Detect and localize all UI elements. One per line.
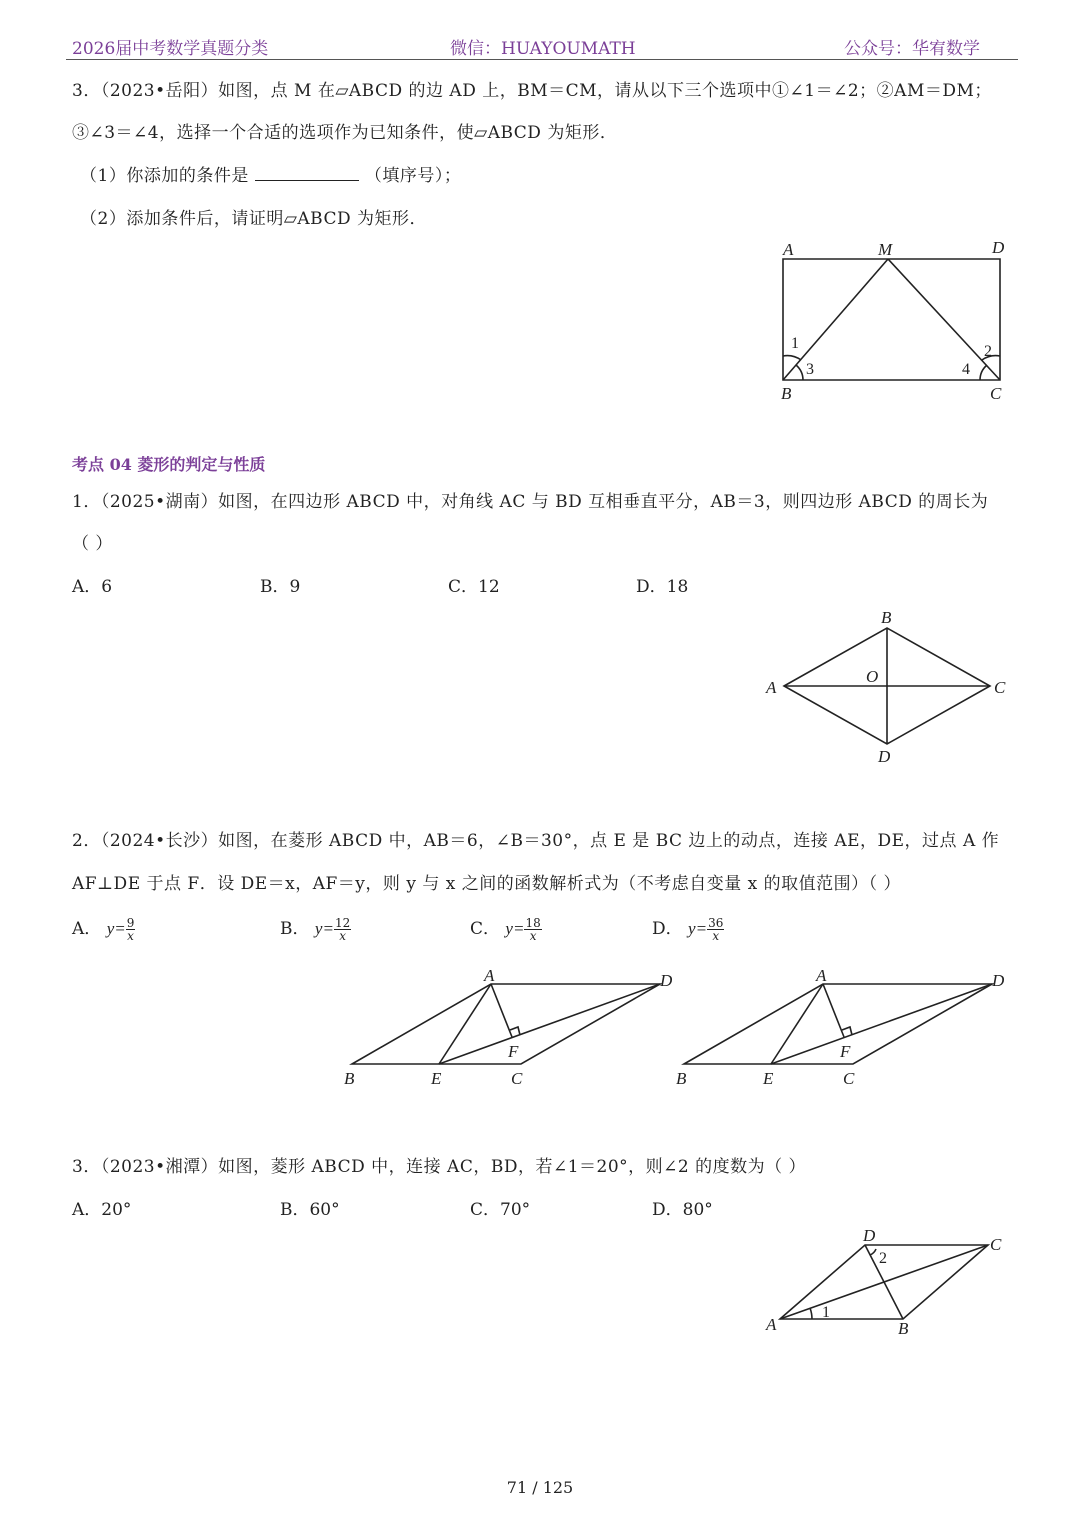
label-d: D: [863, 1226, 876, 1245]
q2-option-c-fraction: [524, 917, 541, 942]
label-angle-3: 3: [806, 361, 814, 378]
label-d: D: [992, 971, 1005, 990]
segment-de: [439, 984, 660, 1064]
rhombus-angles-figure: [760, 1222, 1020, 1342]
angle-4-arc: [980, 365, 987, 380]
label-b: B: [898, 1319, 909, 1338]
segment-bm: [783, 259, 888, 380]
q3-option-d: D．80°: [652, 1200, 713, 1220]
label-c: C: [990, 384, 1002, 403]
q3-prev-sub1-prefix: （1）你添加的条件是: [80, 166, 249, 186]
q3-prev-sub1-suffix: （填序号）；: [364, 166, 462, 186]
label-b: B: [881, 608, 892, 627]
label-a: A: [766, 678, 777, 697]
label-angle-2: 2: [879, 1250, 887, 1267]
numerator: 18: [525, 916, 541, 930]
angle-2-arc: [870, 1249, 876, 1255]
denominator: x: [712, 929, 720, 943]
label-a: A: [816, 966, 827, 985]
denominator: x: [127, 929, 134, 943]
q1-option-b: B．9: [260, 577, 301, 597]
q1-line2: （ ）: [72, 534, 113, 554]
rhombus-aedf-figure-1: [340, 964, 680, 1094]
q3-prev-line1: 3．（2023•岳阳）如图，点 M 在▱ABCD 的边 AD 上，BM＝CM，请从以下三个选项中①∠1＝∠2；②AM＝DM；: [72, 81, 992, 101]
q2-option-c-y: y=: [505, 919, 525, 938]
q3-option-b: B．60°: [280, 1200, 340, 1220]
angle-3-arc: [796, 365, 803, 380]
q2-line2: AF⊥DE 于点 F．设 DE＝x，AF＝y，则 y 与 x 之间的函数解析式为（不考虑自变量 x 的取值范围）（ ）: [72, 874, 902, 894]
rhombus-aedf-figure-2: [672, 964, 1012, 1094]
q3-prev-sub1: [80, 161, 461, 186]
q2-option-b: [280, 914, 351, 942]
q2-option-a: [72, 914, 135, 942]
label-m: M: [878, 240, 893, 259]
q2-option-c: [470, 914, 542, 942]
label-a: A: [766, 1315, 777, 1334]
q2-option-b-fraction: [334, 917, 351, 942]
q2-option-b-label: B．: [280, 919, 310, 939]
header-divider: [66, 59, 1018, 60]
q2-option-a-fraction: [126, 917, 136, 942]
q1-option-c: C．12: [448, 577, 500, 597]
angle-1-arc: [810, 1308, 812, 1319]
q2-option-a-label: A．: [72, 919, 102, 939]
q2-option-c-label: C．: [470, 919, 501, 939]
label-c: C: [990, 1235, 1002, 1254]
label-angle-1: 1: [791, 335, 799, 352]
answer-blank[interactable]: [255, 164, 359, 181]
segment-af: [491, 984, 512, 1037]
q2-option-d-label: D．: [652, 919, 683, 939]
q2-option-a-y: y=: [106, 919, 126, 938]
label-b: B: [344, 1069, 355, 1088]
q3-prev-line2: ③∠3＝∠4，选择一个合适的选项作为已知条件，使▱ABCD 为矩形．: [72, 123, 618, 143]
label-d: D: [660, 971, 673, 990]
numerator: 36: [708, 916, 724, 930]
q2-option-d: [652, 914, 724, 942]
header-title: 2026届中考数学真题分类: [72, 39, 269, 59]
q3-option-c: C．70°: [470, 1200, 531, 1220]
label-c: C: [843, 1069, 855, 1088]
q3-prev-sub2: （2）添加条件后，请证明▱ABCD 为矩形．: [80, 209, 428, 229]
label-c: C: [994, 678, 1006, 697]
segment-de: [771, 984, 992, 1064]
label-a: A: [484, 966, 495, 985]
section-heading: 考点 04 菱形的判定与性质: [72, 455, 266, 474]
numerator: 9: [126, 916, 135, 930]
label-angle-1: 1: [822, 1304, 830, 1321]
label-d: D: [878, 747, 891, 766]
label-o: O: [866, 667, 879, 686]
q2-option-b-y: y=: [314, 919, 334, 938]
rectangle-figure: [760, 236, 1020, 406]
q3-option-a: A．20°: [72, 1200, 132, 1220]
label-angle-4: 4: [962, 361, 970, 378]
label-f: F: [840, 1042, 851, 1061]
segment-ae: [439, 984, 491, 1064]
segment-af: [823, 984, 844, 1037]
angle-1-arc: [783, 356, 801, 360]
q1-option-d: D．18: [636, 577, 689, 597]
header-account: 公众号：华宥数学: [844, 39, 980, 59]
label-b: B: [781, 384, 792, 403]
q2-line1: 2．（2024•长沙）如图，在菱形 ABCD 中，AB＝6，∠B＝30°，点 E 是 BC 边上的动点，连接 AE，DE，过点 A 作: [72, 831, 1000, 851]
q3-line1: 3．（2023•湘潭）如图，菱形 ABCD 中，连接 AC，BD，若∠1＝20°，则∠2 的度数为（ ）: [72, 1157, 807, 1177]
label-e: E: [431, 1069, 442, 1088]
q2-option-d-y: y=: [688, 919, 708, 938]
label-angle-2: 2: [984, 343, 992, 360]
rhombus-figure: [760, 604, 1020, 774]
q1-line1: 1．（2025•湖南）如图，在四边形 ABCD 中，对角线 AC 与 BD 互相垂直平分，AB＝3，则四边形 ABCD 的周长为: [72, 492, 989, 512]
q2-option-d-fraction: [707, 917, 724, 942]
denominator: x: [529, 929, 537, 943]
segment-ae: [771, 984, 823, 1064]
denominator: x: [339, 929, 346, 943]
label-f: F: [508, 1042, 519, 1061]
header-wechat: 微信：HUAYOUMATH: [450, 39, 636, 59]
label-d: D: [992, 238, 1005, 257]
q1-option-a: A．6: [72, 577, 113, 597]
label-e: E: [763, 1069, 774, 1088]
page-number: 71 / 125: [506, 1478, 574, 1497]
segment-cm: [888, 259, 1000, 380]
label-b: B: [676, 1069, 687, 1088]
label-c: C: [511, 1069, 523, 1088]
label-a: A: [783, 240, 794, 259]
numerator: 12: [334, 916, 351, 930]
